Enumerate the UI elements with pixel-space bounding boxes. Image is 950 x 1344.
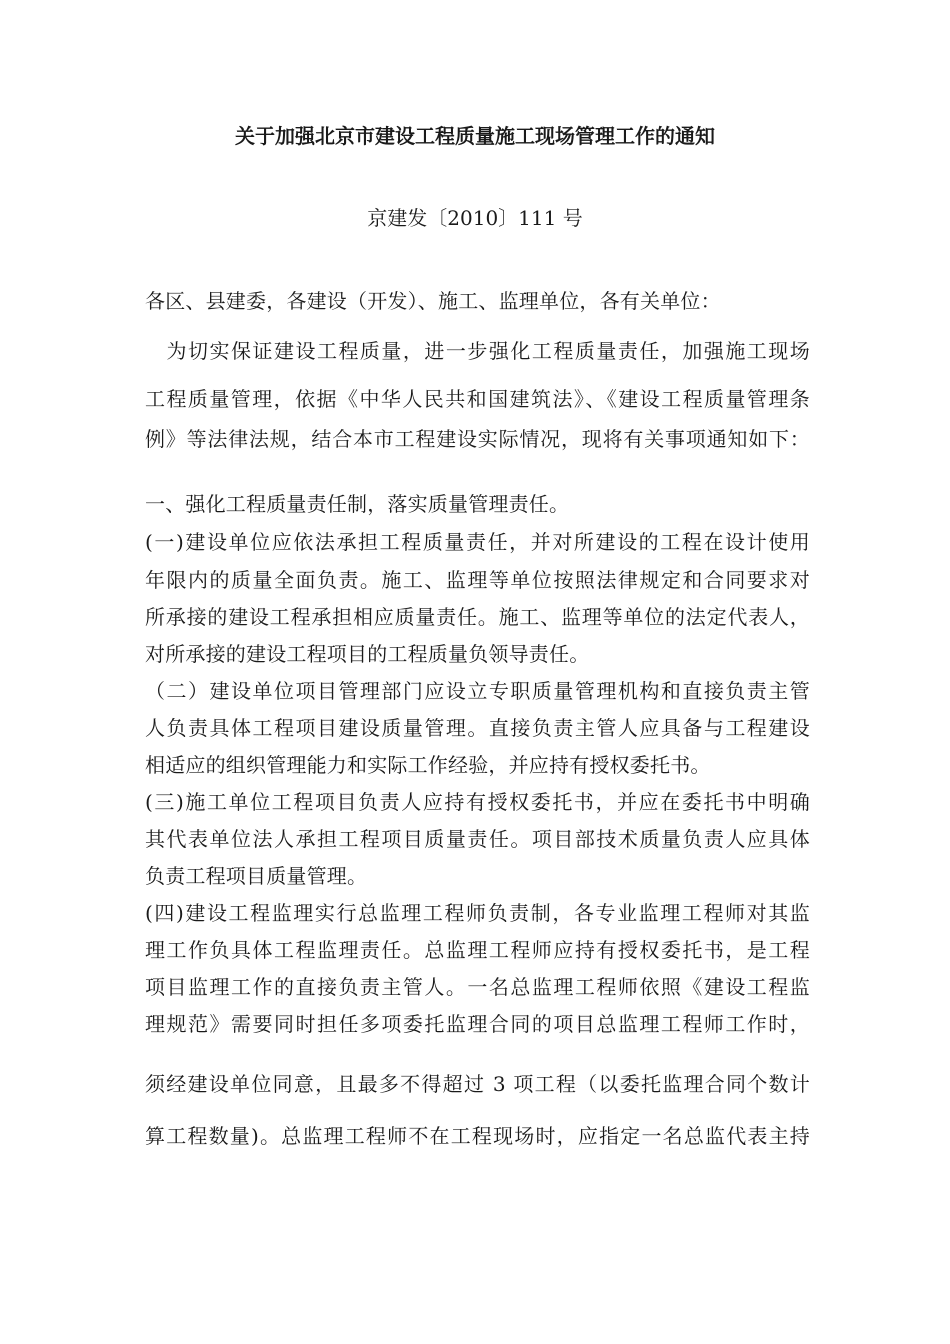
- paragraph-line: 其代表单位法人承担工程项目质量责任。项目部技术质量负责人应具体: [145, 827, 810, 851]
- intro-line: 例》等法律法规，结合本市工程建设实际情况，现将有关事项通知如下：: [145, 427, 810, 451]
- paragraph-line: 对所承接的建设工程项目的工程质量负领导责任。: [145, 642, 590, 666]
- paragraph-line: 理工作负具体工程监理责任。总监理工程师应持有授权委托书，是工程: [145, 938, 810, 962]
- paragraph-line: 负责工程项目质量管理。: [145, 864, 368, 888]
- section-heading: 一、强化工程质量责任制，落实质量管理责任。: [145, 492, 570, 516]
- intro-line: 为切实保证建设工程质量，进一步强化工程质量责任，加强施工现场: [145, 339, 810, 363]
- paragraph-line: 理规范》需要同时担任多项委托监理合同的项目总监理工程师工作时，: [145, 1012, 810, 1036]
- document-number: 京建发〔2010〕111 号: [367, 206, 583, 230]
- paragraph-line: 相适应的组织管理能力和实际工作经验，并应持有授权委托书。: [145, 753, 711, 777]
- paragraph-line: 项目监理工作的直接负责主管人。一名总监理工程师依照《建设工程监: [145, 975, 810, 999]
- paragraph-line: 人负责具体工程项目建设质量管理。直接负责主管人应具备与工程建设: [145, 716, 810, 740]
- paragraph-line: 所承接的建设工程承担相应质量责任。施工、监理等单位的法定代表人，: [145, 605, 810, 629]
- addressee-line: 各区、县建委，各建设（开发）、施工、监理单位，各有关单位：: [145, 289, 721, 313]
- paragraph-line: (四)建设工程监理实行总监理工程师负责制，各专业监理工程师对其监: [145, 901, 810, 925]
- paragraph-line: 算工程数量)。总监理工程师不在工程现场时，应指定一名总监代表主持: [145, 1124, 810, 1148]
- intro-line: 工程质量管理，依据《中华人民共和国建筑法》、《建设工程质量管理条: [145, 387, 810, 411]
- paragraph-line: (三)施工单位工程项目负责人应持有授权委托书，并应在委托书中明确: [145, 790, 810, 814]
- paragraph-line: 须经建设单位同意，且最多不得超过 3 项工程（以委托监理合同个数计: [145, 1072, 810, 1096]
- paragraph-line: （二）建设单位项目管理部门应设立专职质量管理机构和直接负责主管: [145, 679, 810, 703]
- paragraph-line: 年限内的质量全面负责。施工、监理等单位按照法律规定和合同要求对: [145, 568, 810, 592]
- document-title: 关于加强北京市建设工程质量施工现场管理工作的通知: [235, 124, 715, 148]
- paragraph-line: (一)建设单位应依法承担工程质量责任，并对所建设的工程在设计使用: [145, 530, 810, 554]
